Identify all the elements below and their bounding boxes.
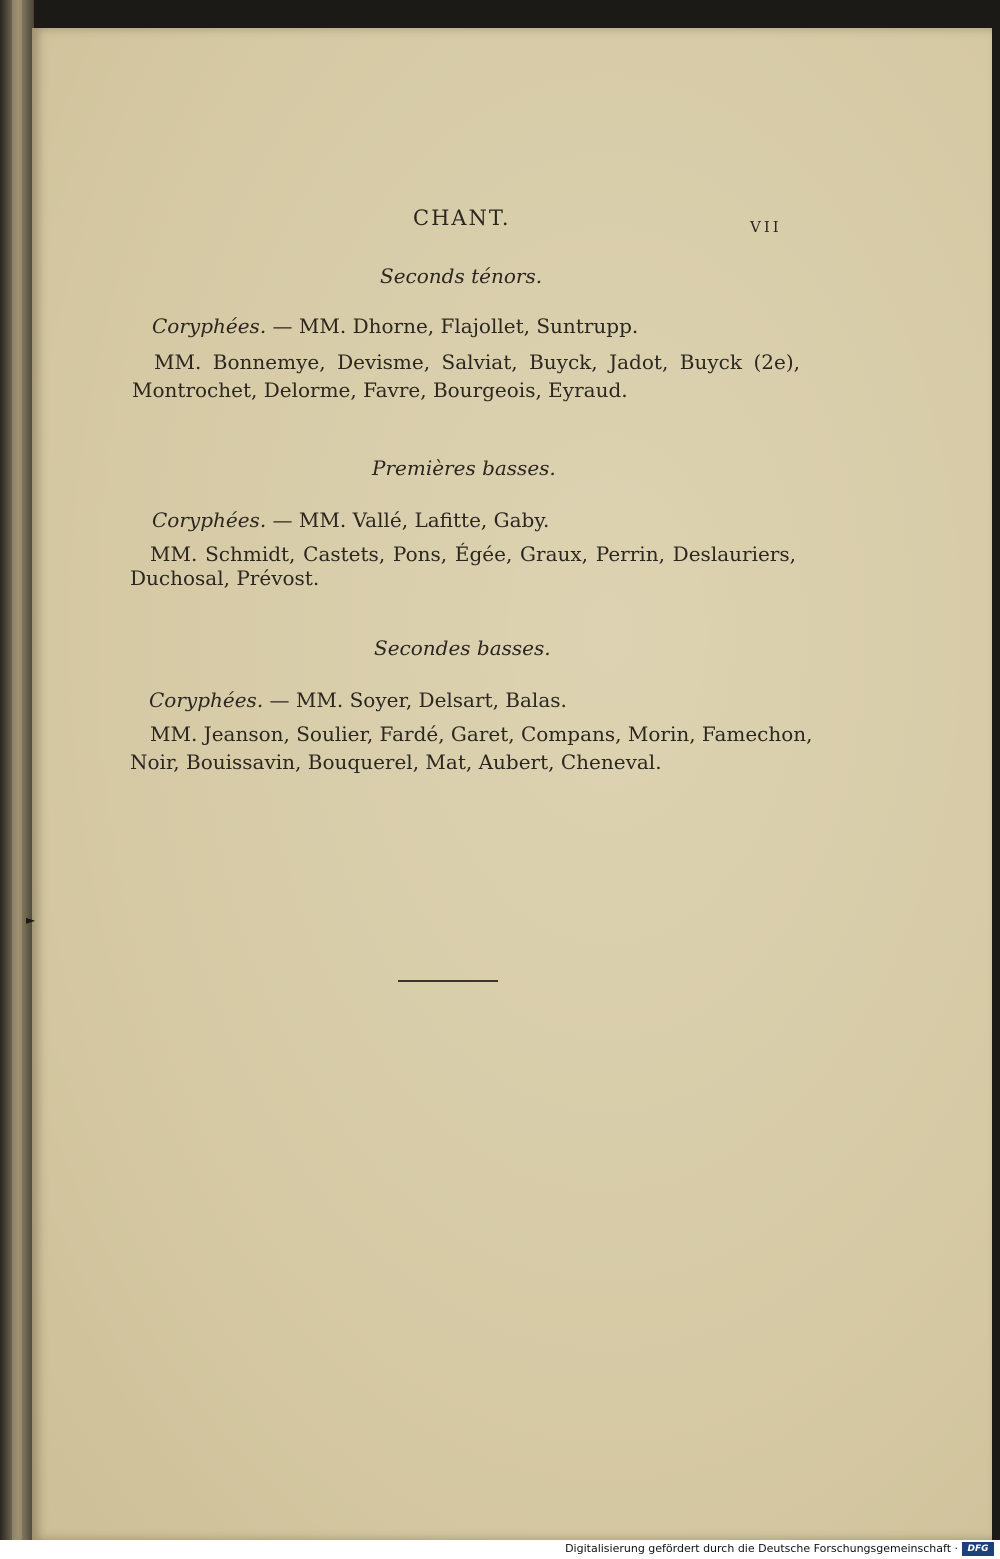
coryphees-line: [149, 688, 567, 712]
coryphees-label: Coryphées.: [152, 508, 267, 532]
names-line: Noir, Bouissavin, Bouquerel, Mat, Aubert, Cheneval.: [130, 750, 662, 774]
section-heading-secondes-basses: Secondes basses.: [374, 636, 551, 660]
names-line: MM. Schmidt, Castets, Pons, Égée, Graux, Perrin, Deslauriers,: [150, 542, 796, 566]
names-line: Duchosal, Prévost.: [130, 566, 320, 590]
coryphees-label: Coryphées.: [149, 688, 264, 712]
margin-arrow-mark: ►: [26, 913, 36, 927]
book-page: [32, 28, 992, 1540]
footer-bar: [0, 1540, 1000, 1559]
coryphees-names: — MM. Soyer, Delsart, Balas.: [263, 688, 567, 712]
end-rule: [398, 980, 498, 982]
section-heading-premieres-basses: Premières basses.: [372, 456, 556, 480]
running-head: CHANT.: [413, 206, 511, 230]
coryphees-line: [152, 314, 638, 338]
page-number: VII: [750, 218, 782, 236]
names-line: MM. Bonnemye, Devisme, Salviat, Buyck, Jadot, Buyck (2e),: [154, 350, 800, 374]
coryphees-label: Coryphées.: [152, 314, 267, 338]
footer-credit: Digitalisierung gefördert durch die Deutsche Forschungsgemeinschaft ·: [565, 1542, 958, 1555]
coryphees-names: — MM. Vallé, Lafitte, Gaby.: [266, 508, 550, 532]
dfg-logo-icon: DFG: [962, 1542, 994, 1556]
names-line: Montrochet, Delorme, Favre, Bourgeois, Eyraud.: [132, 378, 628, 402]
names-line: MM. Jeanson, Soulier, Fardé, Garet, Compans, Morin, Famechon,: [150, 722, 813, 746]
section-heading-seconds-tenors: Seconds ténors.: [380, 264, 543, 288]
spine-edge: [12, 0, 22, 1540]
coryphees-line: [152, 508, 549, 532]
coryphees-names: — MM. Dhorne, Flajollet, Suntrupp.: [266, 314, 639, 338]
